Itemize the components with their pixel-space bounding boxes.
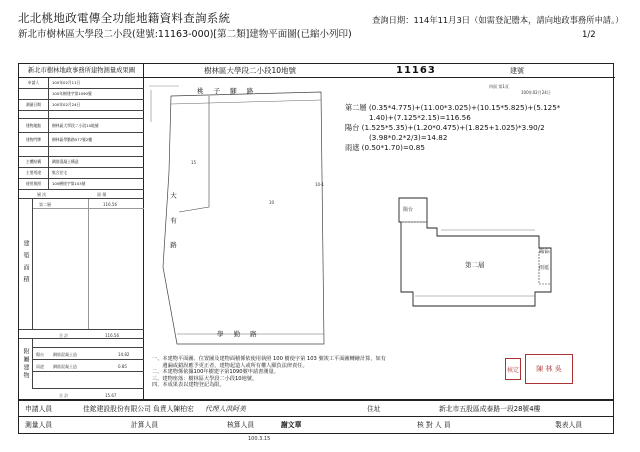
- build-no-label: 建號: [510, 67, 524, 75]
- area-total-label: 合 計: [59, 333, 69, 338]
- area-head-floor: 層 次: [37, 192, 47, 197]
- info-value: 集合住宅: [52, 170, 68, 175]
- note-line: 一、本建物平面圖、位置圖及建物面積係依使用執照 100 樹使字第 103 號竣工平面圖轉繪計算，如有: [152, 356, 386, 362]
- lot-10: 10: [269, 200, 275, 205]
- area-value: 116.56: [103, 202, 117, 207]
- info-value: 樹林區學勤路577號2樓: [52, 136, 93, 142]
- info-label: [19, 89, 49, 99]
- office-title: 新北市樹林地政事務所建物測量成果圖: [19, 64, 144, 78]
- canopy-label: 雨遮: [539, 265, 550, 271]
- footer-addr: 新北市五股區成泰路一段28號4樓: [439, 405, 541, 413]
- info-label: 建物地點: [19, 119, 49, 132]
- notes: [152, 356, 386, 389]
- info-label: 測量日期: [19, 100, 49, 110]
- footer-calc-label: 計算人員: [131, 421, 159, 429]
- note-line: 三、建物座落：樹林區大學段二小段10地號。: [152, 375, 258, 382]
- info-value: 鋼筋混凝土構造: [52, 159, 79, 164]
- footer-survey-label: 測量人員: [25, 421, 53, 429]
- info-label: 使用執照: [19, 179, 49, 189]
- page-number: 1/2: [582, 30, 596, 40]
- footer-addr-label: 住址: [367, 405, 381, 413]
- area-head-area: 面 積: [97, 192, 107, 197]
- footer-rep: 負責人陳柏宏: [153, 405, 194, 413]
- seal-stamp-names: 陳 林 吳: [525, 354, 573, 384]
- lot-10-1: 10-1: [315, 182, 325, 187]
- attach-struct: 鋼筋混凝土造: [53, 352, 77, 357]
- road-bottom: 學 勤 路: [217, 330, 261, 338]
- info-row-address: [19, 133, 144, 147]
- attach-area: 14.82: [118, 352, 130, 357]
- footer-sign-label: 製表人員: [555, 421, 583, 429]
- lot-15: 15: [191, 160, 197, 165]
- footer-review-label: 核 對 人 員: [417, 421, 451, 429]
- attach-row-balcony: [33, 348, 144, 360]
- footer-check-label: 核算人員: [227, 421, 255, 429]
- note-line: 遺漏或錯誤應予更正者，建物起造人或所有權人願負法律責任。: [152, 362, 308, 369]
- attach-area: 0.85: [118, 364, 127, 369]
- meta-page: 四面 第1頁: [489, 84, 509, 89]
- info-value: 100年02月24日: [52, 102, 81, 107]
- attach-blank: [33, 372, 144, 389]
- info-row-applicant: [19, 78, 144, 89]
- stamp-date: 100.3.15: [248, 436, 271, 442]
- info-value: 100樹使字第103號: [52, 181, 86, 186]
- info-row-location: [19, 119, 144, 133]
- note-line: 四、本成果表以建物登記為限。: [152, 382, 225, 389]
- footer-row-staff: [18, 417, 614, 434]
- road-left: 大 有 路: [169, 192, 177, 256]
- query-date: 查詢日期：114年11月3日（如需登記謄本，請向地政事務所申請。）: [372, 15, 624, 25]
- area-divider: [88, 199, 89, 329]
- section-label: 樹林區大學段二小段10地號: [204, 66, 297, 75]
- attach-row-canopy: [33, 360, 144, 372]
- area-total-value: 116.56: [105, 333, 119, 338]
- drawing-title-bar: [144, 64, 615, 78]
- info-panel: [19, 64, 144, 401]
- info-row-usage: [19, 168, 144, 179]
- attach-total-label: 合 計: [59, 393, 69, 398]
- info-row-app-no: [19, 89, 144, 100]
- footer-row-applicant: [18, 400, 614, 417]
- footer-checker: 謝文華: [281, 421, 302, 429]
- info-label: 主要用途: [19, 168, 49, 178]
- attach-head: [33, 339, 144, 348]
- note-line: 二、本建物係依據100年樹建字第1090號申請書測量。: [152, 369, 279, 376]
- system-title: 北北桃地政電傳全功能地籍資料查詢系統: [18, 11, 231, 25]
- road-top: 桃 子 腳 路: [197, 87, 258, 95]
- info-row-license: [19, 179, 144, 190]
- info-value: 100年樹建字第1090號: [52, 91, 92, 96]
- info-row-survey-date: [19, 100, 144, 111]
- calc-line-4: (3.98*0.2*2/3)=14.82: [369, 133, 448, 142]
- seal-stamp: 核定: [505, 358, 521, 380]
- survey-sheet: [18, 63, 614, 400]
- info-row-blank2: [19, 147, 144, 157]
- calc-line-1: 第二層 (0.35*4.775)+(11.00*3.025)+(10.15*5.825)+(5.125*: [345, 103, 561, 112]
- calc-line-5: 雨遮 (0.50*1.70)=0.85: [345, 143, 425, 152]
- attach-use: 雨遮: [36, 364, 44, 369]
- info-label: 主體結構: [19, 157, 49, 167]
- balcony-label-1: 陽台: [403, 207, 414, 213]
- meta-date: 100年02月24日: [521, 90, 551, 95]
- info-label: [19, 147, 49, 156]
- side-label-attach: 附屬建物: [19, 339, 33, 389]
- info-label: 建物門牌: [19, 133, 49, 146]
- info-row-structure: [19, 157, 144, 168]
- attach-struct: 鋼筋混凝土造: [53, 364, 77, 369]
- footer-agent: 代理人洪阿美: [205, 405, 246, 413]
- area-total-row: [19, 329, 144, 339]
- floor-label: 第二層: [465, 261, 485, 269]
- attach-use: 陽台: [36, 352, 44, 357]
- area-table-head: [19, 190, 144, 199]
- footer-company: 佳鋐建設股份有限公司: [83, 405, 151, 413]
- info-value: 100年02月11日: [52, 80, 81, 85]
- info-row-blank: [19, 111, 144, 119]
- area-floor: 第二層: [39, 202, 51, 207]
- calc-line-2: 1.40)+(7.125*2.15)=116.56: [369, 113, 471, 122]
- info-label: 申請人: [19, 78, 49, 88]
- footer-applicant-label: 申請人員: [25, 405, 53, 413]
- calc-line-3: 陽台 (1.525*5.35)+(1.20*0.475)+(1.825+1.025)*3.90/2: [345, 123, 545, 132]
- side-label-main: 建築面積: [19, 199, 33, 329]
- info-label: [19, 111, 49, 118]
- build-no: 11163: [396, 65, 436, 76]
- balcony-label-2: 陽台: [539, 249, 550, 255]
- attach-total-value: 15.67: [105, 393, 117, 398]
- info-value: 樹林區大學段二小段10地號: [52, 122, 99, 128]
- document-subtitle: 新北市樹林區大學段二小段(建號:11163-000)[第二類]建物平面圖(已縮小列印): [18, 29, 352, 40]
- area-table-body: [33, 199, 144, 329]
